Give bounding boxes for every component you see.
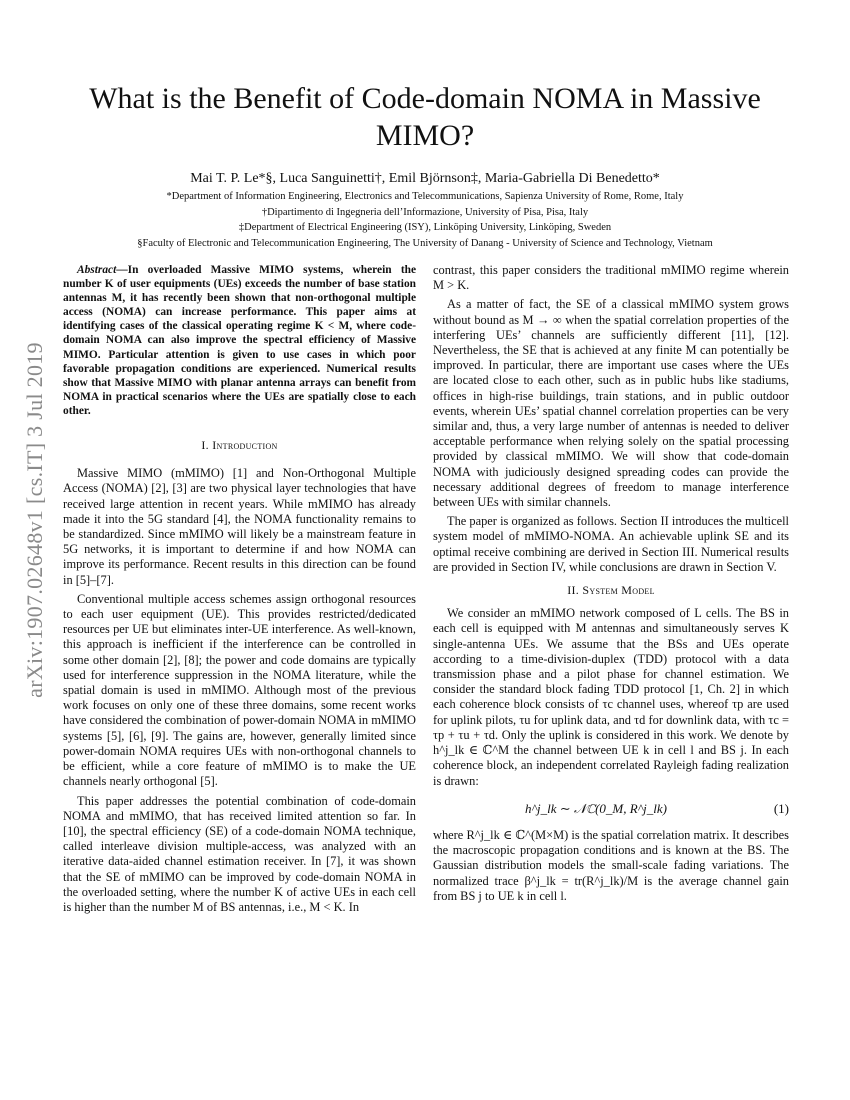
left-column: [63, 263, 416, 915]
paragraph: This paper addresses the potential combination of code-domain NOMA and mMIMO, that has received limited attention so far. In [10], the spectral efficiency (SE) of a code-domain NOMA technique, called interleave division multiple-access, was analyzed with an iterative data-aided channel estimation receiver. In [7], it was shown that the SE of mMIMO can be improved by code-domain NOMA in the overloaded setting, where the number K of active UEs in each cell is higher than the number M of BS antennas, i.e., M < K. In: [63, 793, 416, 914]
section-heading-system-model: II. System Model: [567, 583, 655, 598]
equation-body: h^j_lk ∼ 𝒩ℂ(0_M, R^j_lk): [525, 800, 667, 816]
paragraph: We consider an mMIMO network composed of L cells. The BS in each cell is equipped with M antennas and simultaneously serves K single-antenna UEs. We assume that the BSs and UEs operate according to a time-division-duplex (TDD) protocol with a data transmission phase and a pilot phase for channel estimation. We consider the standard block fading TDD protocol [1, Ch. 2] in which each coherence block consists of τc channel uses, whereof τp are used for uplink pilots, τu for uplink data, and τd for downlink data, with τc = τp + τu + τd. Only the uplink is considered in this work. We denote by h^j_lk ∈ ℂ^M the channel between UE k in cell l and BS j. In each coherence block, an independent correlated Rayleigh fading realization is drawn:: [433, 606, 789, 788]
abstract-label: Abstract: [77, 264, 117, 276]
equation-1: [433, 801, 789, 816]
paragraph: contrast, this paper considers the traditional mMIMO regime wherein M > K.: [433, 263, 789, 293]
affiliation-line: *Department of Information Engineering, Electronics and Telecommunications, Sapienza University of Rome, Rome, Italy: [166, 191, 684, 202]
abstract-text: —In overloaded Massive MIMO systems, wherein the number K of user equipments (UEs) exceeds the number of base station antennas M, it has recently been shown that non-orthogonal multiple access (NOMA) can increase performance. This paper aims at identifying cases of the classical operating regime K < M, where code-domain NOMA can also improve the spectral efficiency of Massive MIMO. Particular attention is given to use cases in which poor favorable propagation conditions are experienced. Numerical results show that Massive MIMO with planar antenna arrays can benefit from NOMA in practical scenarios where the UEs are spatially close to each other.: [63, 264, 416, 417]
affiliation-line: ‡Department of Electrical Engineering (ISY), Linköping University, Linköping, Sweden: [238, 222, 612, 233]
abstract: [63, 263, 416, 418]
affiliation-line: §Faculty of Electronic and Telecommunication Engineering, The University of Danang - University of Science and Technology, Vietnam: [137, 237, 713, 249]
paper-title: What is the Benefit of Code-domain NOMA in Massive MIMO?: [89, 82, 761, 152]
affiliations: [50, 189, 800, 251]
paragraph: As a matter of fact, the SE of a classical mMIMO system grows without bound as M → ∞ when the spatial correlation properties of the interfering UEs’ channels are sufficiently different [11], [12]. Nevertheless, the SE that is achieved at any finite M can potentially be improved. In particular, there are important use cases where the UEs are located close to each other, such as in public hubs like stadiums, offices in high-rise buildings, train stations, and in public outdoor events, wherein UEs’ spatial channel correlation properties can be very similar and, thus, a very large number of antennas is needed to deliver acceptable performance when relying solely on the spatial processing provided by classical mMIMO. We will show that code-domain NOMA with judiciously designed spreading codes can provide the necessary additional degrees of freedom to manage interference between UEs with similar channels.: [433, 297, 789, 510]
equation-number: (1): [773, 800, 789, 816]
paragraph: The paper is organized as follows. Section II introduces the multicell system model of mMIMO-NOMA. An achievable uplink SE and its optimal receive combining are derived in Section III. Numerical results are provided in Section IV, while conclusions are drawn in Section V.: [433, 514, 789, 574]
author-list: Mai T. P. Le*§, Luca Sanguinetti†, Emil Björnson‡, Maria-Gabriella Di Benedetto*: [190, 171, 660, 186]
section-heading-introduction: I. Introduction: [201, 438, 278, 453]
paragraph: Massive MIMO (mMIMO) [1] and Non-Orthogonal Multiple Access (NOMA) [2], [3] are two physical layer technologies that have received large attention in recent years. While mMIMO has already made it into the 5G standard [4], the NOMA functionality remains to be standardized. Since mMIMO will likely be a mainstream feature in 5G networks, it is important to determine if and how NOMA can improve its performance. Recent results in this direction can be found in [5]–[7].: [63, 466, 416, 587]
affiliation-line: †Dipartimento di Ingegneria dell’Informazione, University of Pisa, Pisa, Italy: [261, 206, 589, 218]
arxiv-stamp: [12, 320, 58, 720]
arxiv-stamp-text: arXiv:1907.02648v1 [cs.IT] 3 Jul 2019: [22, 342, 48, 698]
paragraph: where R^j_lk ∈ ℂ^(M×M) is the spatial correlation matrix. It describes the macroscopic propagation conditions and is known at the BS. The Gaussian distribution models the small-scale fading variations. The normalized trace β^j_lk = tr(R^j_lk)/M is the average channel gain from BS j to UE k in cell l.: [433, 827, 789, 903]
paragraph: Conventional multiple access schemes assign orthogonal resources to each user equipment (UE). This provides restricted/dedicated resources per UE but eliminates inter-UE interference. As well-known, this approach is inefficient if the interference can be controlled in some other domain [2], [8]; the power and code domains are typically used for interference suppression in the NOMA literature, while the spatial domain is used in mMIMO. Although most of the previous work focuses on only one of these three domains, some recent works have considered the combination of power-domain NOMA in mMIMO systems [5], [6], [9]. The gains are, however, generally limited since power-domain NOMA requires UEs with non-orthogonal channels to be efficient, while a core feature of mMIMO is to make the UE channels nearly orthogonal [5].: [63, 591, 416, 789]
right-column: [433, 263, 789, 904]
